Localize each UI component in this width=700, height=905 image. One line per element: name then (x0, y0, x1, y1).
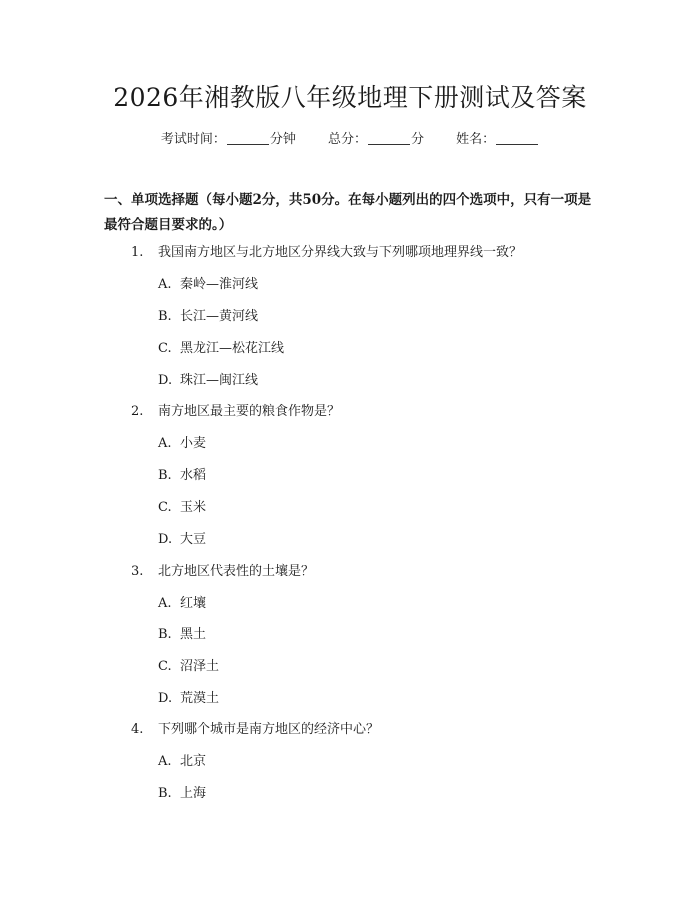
option-letter: A. (158, 436, 172, 451)
question-number: 1. (131, 245, 144, 260)
score-field (328, 130, 424, 150)
question-number: 2. (131, 404, 144, 419)
question-text: 北方地区代表性的土壤是？ (158, 564, 315, 579)
option-letter: D. (158, 532, 173, 547)
question-number: 4. (131, 722, 144, 737)
name-label: 姓名： (456, 132, 496, 147)
option-letter: D. (158, 373, 173, 388)
exam-title: 2026年湘教版八年级地理下册测试及答案 (113, 83, 587, 112)
option-letter: A. (158, 754, 172, 769)
option-text: 上海 (180, 786, 207, 801)
time-unit: 分钟 (269, 132, 296, 147)
option-text: 红壤 (180, 596, 207, 611)
option-letter: B. (158, 627, 172, 642)
option-letter: C. (158, 500, 172, 515)
option-text: 小麦 (180, 436, 207, 451)
option-letter: B. (158, 309, 172, 324)
question-number: 3. (131, 564, 144, 579)
name-field (456, 130, 539, 150)
option-text: 沼泽土 (180, 659, 220, 674)
question-text: 下列哪个城市是南方地区的经济中心？ (158, 722, 380, 737)
score-unit: 分 (411, 132, 425, 147)
score-label: 总分： (327, 132, 367, 147)
option-text: 北京 (180, 754, 207, 769)
option-letter: A. (158, 277, 172, 292)
option-text: 玉米 (180, 500, 207, 515)
time-blank (227, 130, 269, 145)
question-text: 南方地区最主要的粮食作物是？ (158, 404, 341, 419)
option-text: 水稻 (180, 468, 207, 483)
option-text: 荒漠土 (180, 691, 220, 706)
exam-meta (0, 130, 700, 150)
question-text: 我国南方地区与北方地区分界线大致与下列哪项地理界线一致？ (158, 245, 523, 260)
time-label: 考试时间： (160, 132, 226, 147)
option-letter: B. (158, 786, 172, 801)
name-blank (496, 130, 538, 145)
option-letter: C. (158, 341, 172, 356)
section-heading: 一、单项选择题（每小题2分，共50分。在每小题列出的四个选项中，只有一项是最符合题目要求的。） (104, 192, 592, 233)
option-text: 黑龙江—松花江线 (180, 341, 285, 356)
option-letter: B. (158, 468, 172, 483)
option-text: 黑土 (180, 627, 207, 642)
option-text: 长江—黄河线 (180, 309, 259, 324)
option-letter: A. (158, 596, 172, 611)
score-blank (368, 130, 410, 145)
option-text: 秦岭—淮河线 (180, 277, 259, 292)
time-field (161, 130, 296, 150)
option-text: 珠江—闽江线 (180, 373, 259, 388)
option-text: 大豆 (180, 532, 207, 547)
option-letter: C. (158, 659, 172, 674)
option-letter: D. (158, 691, 173, 706)
